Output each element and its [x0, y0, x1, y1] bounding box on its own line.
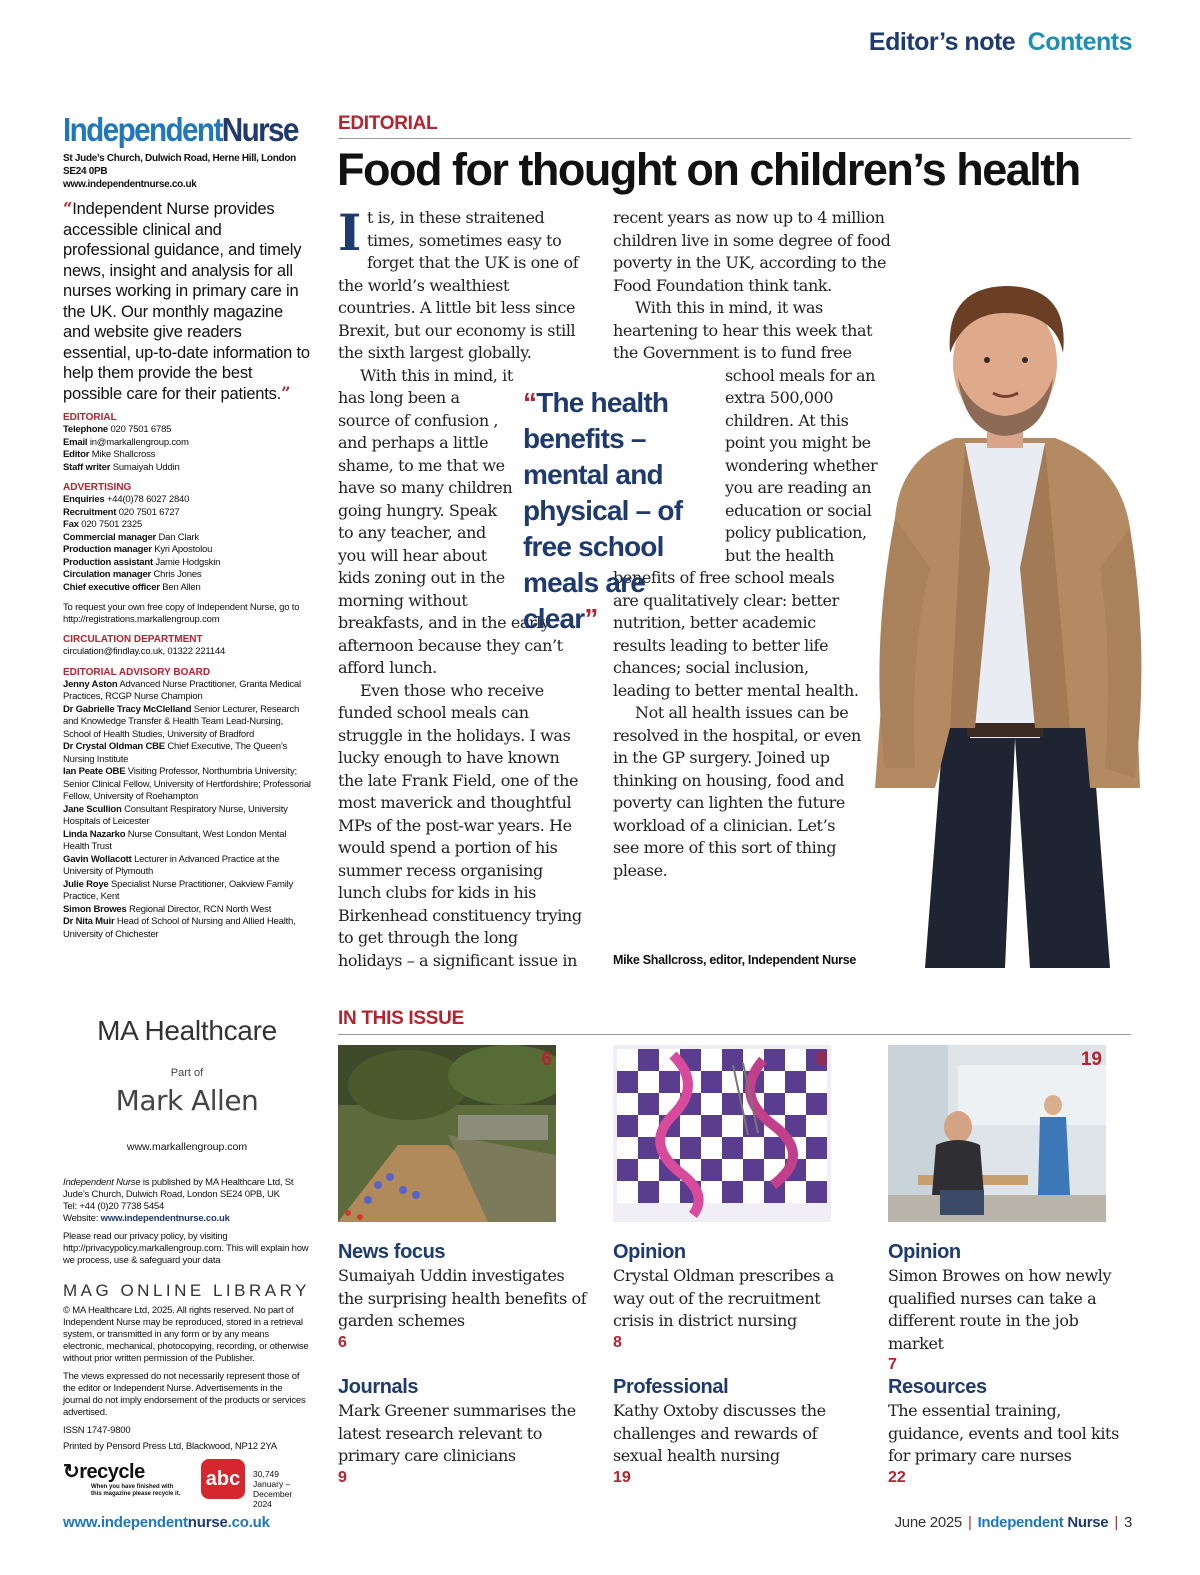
mag-online-library-logo: MAG ONLINE LIBRARY — [63, 1281, 310, 1300]
contents-item[interactable] — [888, 1239, 1138, 1375]
editorial-entry: Email in@markallengroup.com — [63, 436, 189, 448]
publisher-website-link[interactable]: www.independentnurse.co.uk — [100, 1213, 230, 1224]
footer-folio: June 2025 | Independent Nurse | 3 — [894, 1514, 1132, 1531]
advertising-entry: Fax 020 7501 2325 — [63, 519, 143, 530]
board-square — [680, 1137, 701, 1159]
garden-scheme-thumbnail[interactable] — [338, 1045, 556, 1222]
board-square — [638, 1071, 659, 1093]
board-square — [764, 1071, 785, 1093]
board-square — [701, 1137, 722, 1159]
contents-category: Resources — [888, 1376, 987, 1398]
privacy-note: Please read our privacy policy, by visiting http://privacypolicy.markallengroup.com. This will explain how we process, use & safeguard your data — [63, 1231, 309, 1266]
advisory-entry: Julie Roye Specialist Nurse Practitioner, Oakview Family Practice, Kent — [63, 878, 294, 902]
page-number: 3 — [1123, 1514, 1132, 1531]
circulation-heading: CIRCULATION DEPARTMENT — [63, 634, 203, 645]
board-square — [764, 1049, 785, 1071]
advisory-entry: Jane Scullion Consultant Respiratory Nurse, University Hospitals of Leicester — [63, 803, 288, 827]
advisory-entry: Dr Gabrielle Tracy McClelland Senior Lecturer, Research and Knowledge Transfer & Health Team Lead-Nursing, School of Health Studies, University of Bradford — [63, 703, 300, 740]
masthead-lede: “Independent Nurse provides accessible clinical and professional guidance, and timely news, insight and analysis for all nurses working in primary care in the UK. Our monthly magazine and website give readers essential, up-to-date information to help them provide the best possible care for their patients.” — [63, 199, 310, 403]
contents-page-number: 9 — [338, 1468, 347, 1486]
advisory-board-heading: EDITORIAL ADVISORY BOARD — [63, 666, 211, 678]
ma-logo-underline — [63, 1045, 311, 1063]
article-paragraph: Even those who receive funded school meals can struggle in the holidays. I was lucky enough to have known the late Frank Field, one of the most maverick and thoughtful MPs of the post-war years. He would spend a portion of his summer recess organising lunch clubs for kids in his Birkenhead constituency trying to get through the long holidays – a significant issue in — [338, 680, 582, 970]
contents-item[interactable] — [338, 1239, 588, 1353]
board-square — [638, 1049, 659, 1071]
section-rule — [338, 138, 1131, 139]
advisory-board-list — [63, 679, 311, 942]
board-square — [785, 1093, 806, 1115]
advertising-entry: Commercial manager Dan Clark — [63, 531, 199, 543]
section-header — [863, 28, 1132, 57]
article-paragraph: benefits of free school meals are qualitatively clear: better nutrition, better academic results leading to better life chances; social inclusion, leading to better mental health. — [613, 568, 859, 700]
contents-category: Opinion — [888, 1241, 961, 1263]
contents-page-number: 7 — [888, 1356, 897, 1373]
contents-page-number: 22 — [888, 1468, 906, 1486]
abc-logo: abc — [201, 1459, 245, 1499]
contents-item[interactable] — [613, 1239, 863, 1353]
board-square — [722, 1137, 743, 1159]
editor-portrait-photo — [855, 268, 1160, 968]
district-nursing-board-game-thumbnail[interactable] — [613, 1045, 831, 1222]
article-paragraph: recent years as now up to 4 million children live in some degree of food poverty in the UK, according to the Food Foundation think tank. — [613, 208, 891, 295]
board-square — [617, 1181, 638, 1203]
board-square — [701, 1049, 722, 1071]
contents-page-number: 19 — [613, 1468, 631, 1486]
independent-nurse-logo: IndependentNurse — [63, 111, 298, 148]
advertising-entry: Chief executive officer Ben Allen — [63, 581, 201, 593]
advertising-entry: Enquiries +44(0)78 6027 2840 — [63, 494, 190, 505]
board-square — [722, 1049, 743, 1071]
board-square — [701, 1071, 722, 1093]
contents-item[interactable] — [338, 1374, 588, 1488]
board-square — [743, 1181, 764, 1203]
board-square — [785, 1071, 806, 1093]
ma-healthcare-logo: MA Healthcare — [97, 1015, 277, 1046]
board-square — [806, 1115, 827, 1137]
board-square — [617, 1093, 638, 1115]
board-square — [680, 1115, 701, 1137]
board-square — [722, 1071, 743, 1093]
drop-cap: I — [338, 203, 361, 262]
advertising-entry: Production manager Kyri Apostolou — [63, 544, 213, 555]
board-square — [617, 1049, 638, 1071]
contents-page-number: 6 — [338, 1333, 347, 1351]
advisory-entry: Gavin Wollacott Lecturer in Advanced Practice at the University of Plymouth — [63, 853, 280, 877]
mark-allen-url[interactable]: www.markallengroup.com — [126, 1141, 248, 1153]
advertising-heading: ADVERTISING — [63, 482, 132, 493]
article-paragraph: Not all health issues can be resolved in the hospital, or even in the GP surgery. Joined up thinking on housing, food and poverty can lighten the future workload of a clinician. Let’s see more of this sort of thing please. — [613, 703, 861, 880]
editorial-entry: Staff writer Sumaiyah Uddin — [63, 461, 180, 473]
free-copy-note: To request your own free copy of Independent Nurse, go to http://registrations.markallengroup.com — [63, 602, 300, 625]
board-square — [659, 1181, 680, 1203]
advisory-entry: Dr Nita Muir Head of School of Nursing and Allied Health, University of Chichester — [63, 916, 296, 940]
article-paragraph: With this in mind, it has long been a source of confusion , and perhaps a little shame, to me that we have so many children going hungry. Speak to any teacher, and you will hear about kids zoning out in the morning without — [338, 365, 513, 610]
advisory-entry: Simon Browes Regional Director, RCN North West — [63, 903, 272, 915]
board-square — [764, 1137, 785, 1159]
mark-allen-logo: Mark Allen — [115, 1084, 259, 1117]
contents-category: News focus — [338, 1241, 446, 1263]
abc-circulation-note: 30,749 January – December 2024 — [253, 1469, 293, 1509]
section-label: EDITORIAL — [338, 113, 438, 134]
advisory-entry: Ian Peate OBE Visiting Professor, Northumbria University; Senior Clinical Fellow, University of Hertfordshire; Professorial Fellow, University of Roehampton — [63, 766, 311, 802]
contents-description: Crystal Oldman prescribes a way out of the recruitment crisis in district nursing — [613, 1266, 834, 1330]
contents-item[interactable] — [613, 1374, 863, 1488]
publisher-statement: Independent Nurse is published by MA Healthcare Ltd, St Jude’s Church, Dulwich Road, London SE24 0PB, UK Tel: +44 (0)20 7738 5454 Website: www.independentnurse.co.uk — [63, 1177, 294, 1224]
board-square — [785, 1049, 806, 1071]
board-square — [764, 1093, 785, 1115]
masthead-website-link[interactable]: www.independentnurse.co.uk — [63, 179, 197, 190]
editorial-heading: EDITORIAL — [63, 412, 117, 423]
in-this-issue-rule — [338, 1034, 1131, 1035]
part-of-label: Part of — [170, 1067, 204, 1079]
article-paragraph: school meals for an extra 500,000 children. At this point you might be wondering whether you are reading an education or social policy publication, but the health — [725, 365, 878, 565]
certification-logos — [63, 1459, 311, 1507]
contents-category: Professional — [613, 1376, 729, 1398]
contents-page-number: 8 — [613, 1333, 622, 1351]
board-square — [722, 1159, 743, 1181]
footer-website-link[interactable]: www.independentnurse.co.uk — [63, 1514, 270, 1531]
advertising-entry: Production assistant Jamie Hodgskin — [63, 556, 221, 568]
pull-quote: “The health benefits – mental and physical – of free school meals are clear” — [523, 387, 683, 634]
circulation-contact: circulation@findlay.co.uk, 01322 221144 — [63, 646, 226, 657]
editorial-entry: Telephone 020 7501 6785 — [63, 424, 172, 435]
issn: ISSN 1747-9800 — [63, 1425, 131, 1436]
garden-photo — [338, 1045, 556, 1222]
editorial-contacts — [63, 424, 311, 474]
advertising-entry: Circulation manager Chris Jones — [63, 569, 202, 580]
board-square — [785, 1181, 806, 1203]
advisory-entry: Jenny Aston Advanced Nurse Practitioner, Granta Medical Practices, RCGP Nurse Champion — [63, 678, 301, 702]
board-square — [638, 1115, 659, 1137]
recycle-logo: ↻recycle When you have finished with this magazine please recycle it. — [63, 1461, 181, 1497]
board-square — [722, 1115, 743, 1137]
board-square — [638, 1181, 659, 1203]
recycle-icon: ↻ — [63, 1461, 80, 1483]
contents-description: Simon Browes on how newly qualified nurses can take a different route in the job market — [888, 1266, 1112, 1353]
masthead-address: St Jude’s Church, Dulwich Road, Herne Hill, London SE24 0PB www.independentnurse.co.uk — [63, 152, 311, 191]
board-square — [617, 1137, 638, 1159]
newly-qualified-nurses-thumbnail[interactable] — [888, 1045, 1106, 1222]
publisher-block — [63, 1015, 311, 1507]
snakes-and-ladders-image — [613, 1045, 831, 1222]
advisory-entry: Linda Nazarko Nurse Consultant, West London Mental Health Trust — [63, 828, 287, 852]
article-byline: Mike Shallcross, editor, Independent Nurse — [613, 953, 857, 967]
masthead-sidebar — [63, 110, 311, 941]
advertising-entry: Recruitment 020 7501 6727 — [63, 506, 180, 518]
contents-description: Mark Greener summarises the latest research relevant to primary care clinicians — [338, 1401, 576, 1465]
in-this-issue-heading: IN THIS ISSUE — [338, 1008, 464, 1029]
footer-brand: Independent Nurse — [977, 1514, 1109, 1531]
board-square — [701, 1115, 722, 1137]
hospital-corridor-photo — [888, 1045, 1106, 1222]
thumbnail-page-number: 6 — [541, 1049, 552, 1070]
board-square — [701, 1159, 722, 1181]
board-square — [701, 1181, 722, 1203]
board-square — [743, 1137, 764, 1159]
advertising-contacts — [63, 494, 311, 594]
contents-label: Contents — [1027, 28, 1132, 56]
board-square — [806, 1159, 827, 1181]
board-square — [638, 1093, 659, 1115]
article-paragraph: It is, in these straitened times, sometimes easy to forget that the UK is one of the world’s wealthiest countries. A little bit less since Brexit, but our economy is still the sixth largest globally. — [338, 203, 579, 362]
printer-note: Printed by Pensord Press Ltd, Blackwood, NP12 2YA — [63, 1441, 277, 1452]
board-square — [617, 1159, 638, 1181]
contents-description: The essential training, guidance, events and tool kits for primary care nurses — [888, 1401, 1119, 1465]
board-square — [806, 1093, 827, 1115]
copyright-notice: © MA Healthcare Ltd, 2025. All rights reserved. No part of Independent Nurse may be reproduced, stored in a retrieval system, or transmitted in any form or by any means electronic, mechanical, photocopying, recording, or otherwise without prior written permission of the Publisher. — [63, 1305, 309, 1364]
contents-description: Kathy Oxtoby discusses the challenges and rewards of sexual health nursing — [613, 1401, 826, 1465]
article-headline: Food for thought on children’s health — [337, 144, 1080, 195]
board-square — [617, 1071, 638, 1093]
editorial-entry: Editor Mike Shallcross — [63, 449, 156, 460]
article-paragraph: breakfasts, and in the early afternoon because they can’t afford lunch. — [338, 613, 563, 677]
board-square — [722, 1181, 743, 1203]
board-square — [806, 1137, 827, 1159]
board-square — [659, 1071, 680, 1093]
board-square — [617, 1115, 638, 1137]
board-square — [701, 1093, 722, 1115]
board-square — [806, 1181, 827, 1203]
article-paragraph: With this in mind, it was heartening to hear this week that the Government is to fund free — [613, 298, 873, 362]
contents-description: Sumaiyah Uddin investigates the surprising health benefits of garden schemes — [338, 1266, 587, 1330]
advisory-entry: Dr Crystal Oldman CBE Chief Executive, The Queen’s Nursing Institute — [63, 741, 288, 765]
thumbnail-page-number: 8 — [816, 1049, 827, 1070]
board-square — [743, 1159, 764, 1181]
mark-allen-underline — [63, 1115, 311, 1133]
views-disclaimer: The views expressed do not necessarily represent those of the editor or Independent Nurse. Advertisements in the journal do not imply endorsement of the products or services advertised. — [63, 1371, 306, 1418]
issue-date: June 2025 — [894, 1514, 962, 1531]
contents-category: Opinion — [613, 1241, 686, 1263]
editors-note-label: Editor’s note — [868, 28, 1016, 56]
contents-item[interactable] — [888, 1374, 1138, 1488]
contents-category: Journals — [338, 1376, 419, 1398]
board-square — [806, 1071, 827, 1093]
thumbnail-page-number: 19 — [1080, 1049, 1102, 1070]
board-square — [638, 1159, 659, 1181]
